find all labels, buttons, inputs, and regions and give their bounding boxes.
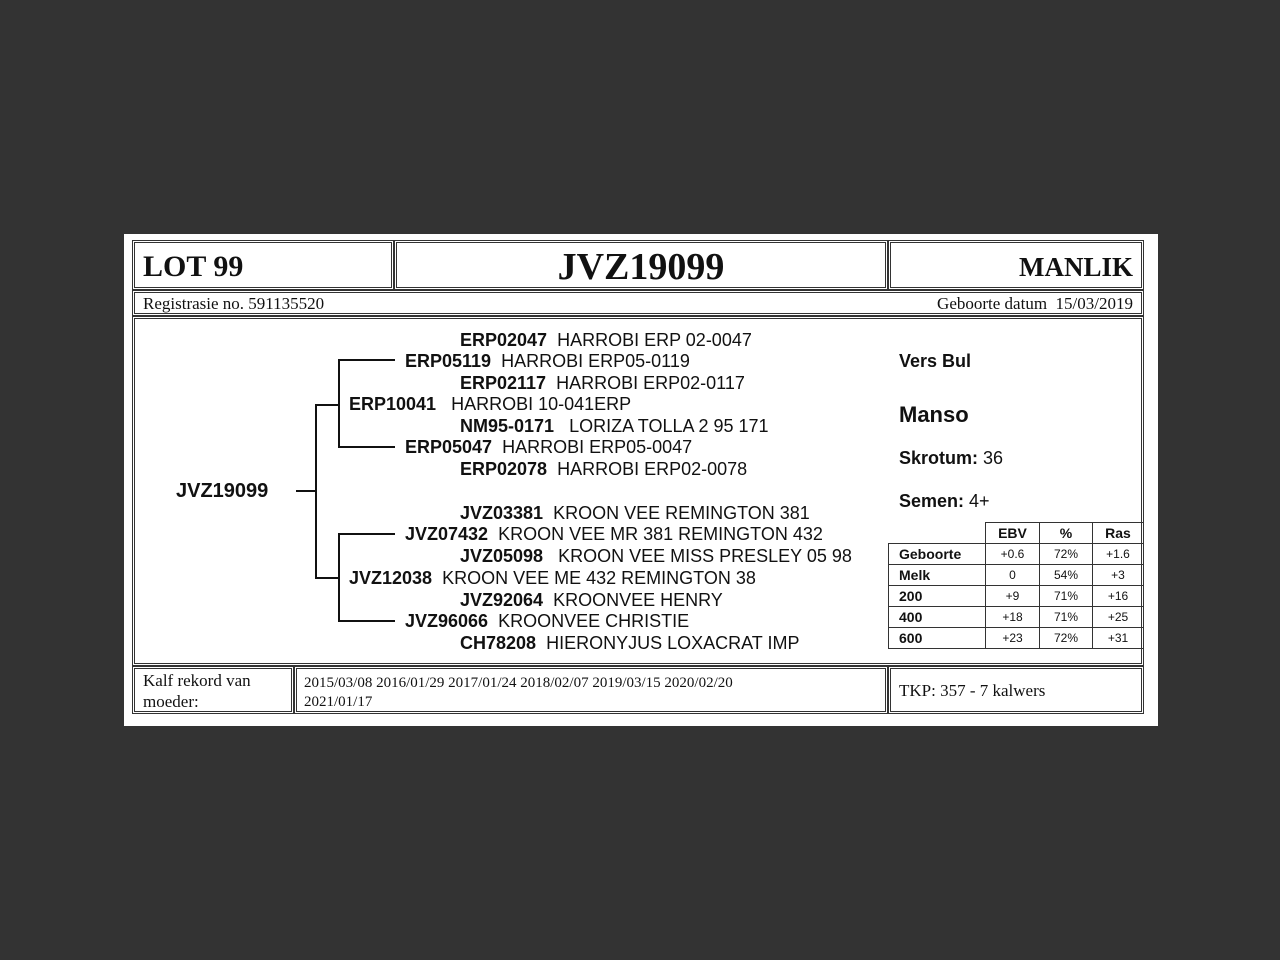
pedigree-entry-name: KROONVEE CHRISTIE	[498, 611, 690, 631]
calf-record-dates-line2: 2021/01/17	[304, 694, 373, 710]
pedigree-entry-name: HARROBI 10-041ERP	[451, 394, 632, 414]
pedigree-entry-id: ERP02047	[460, 330, 548, 350]
ebv-value: +23	[986, 628, 1040, 649]
birth-date-value: 15/03/2019	[1055, 294, 1133, 313]
pedigree-entry-name: KROON VEE MISS PRESLEY 05 98	[558, 546, 852, 566]
pedigree-entry-id: ERP02078	[460, 459, 548, 479]
pedigree-entry-id: JVZ92064	[460, 590, 544, 610]
pedigree-line	[315, 404, 339, 406]
calf-record-label-line2: moeder:	[143, 692, 199, 711]
ebv-row	[889, 607, 1144, 628]
pedigree-entry-id: ERP05119	[405, 351, 492, 371]
pedigree-entry-name: HARROBI ERP05-0047	[502, 437, 693, 457]
skrotum-label: Skrotum:	[899, 448, 979, 468]
pedigree-entry-id: ERP02117	[460, 373, 547, 393]
ebv-header-row	[889, 523, 1144, 544]
lot-box	[132, 240, 394, 290]
sex-box	[888, 240, 1144, 290]
ebv-accuracy: 72%	[1040, 544, 1093, 565]
lot-card	[124, 234, 1158, 726]
pedigree-entry-id: NM95-0171	[460, 416, 555, 436]
ebv-row-label: 200	[889, 586, 986, 607]
ebv-accuracy: 54%	[1040, 565, 1093, 586]
pedigree-entry	[405, 611, 689, 631]
pedigree-entry-name: LORIZA TOLLA 2 95 171	[569, 416, 769, 436]
pedigree-entry	[349, 394, 631, 414]
birth-date-label: Geboorte datum	[937, 294, 1048, 313]
sex-label: MANLIK	[1019, 252, 1133, 282]
pedigree-entry	[460, 546, 852, 566]
manso-label: Manso	[899, 402, 969, 427]
pedigree-entry-name: KROON VEE MR 381 REMINGTON 432	[498, 524, 823, 544]
ebv-header-cell: Ras	[1093, 523, 1144, 544]
pedigree-entry-id: ERP05047	[405, 437, 493, 457]
ebv-accuracy: 71%	[1040, 586, 1093, 607]
pedigree-entry-id: ERP10041	[349, 394, 437, 414]
pedigree-entry-name: KROON VEE REMINGTON 381	[553, 503, 810, 523]
ebv-breed-average: +25	[1093, 607, 1144, 628]
calf-record-dates-box	[294, 666, 888, 714]
animal-id-box	[394, 240, 888, 290]
pedigree-subject: JVZ19099	[176, 480, 269, 502]
ebv-accuracy: 71%	[1040, 607, 1093, 628]
ebv-row-label: 600	[889, 628, 986, 649]
pedigree-line	[338, 359, 395, 361]
vers-bul-label: Vers Bul	[899, 351, 972, 371]
animal-id-title: JVZ19099	[557, 246, 725, 288]
pedigree-line	[315, 404, 317, 579]
semen-info	[899, 491, 990, 511]
pedigree-entry	[405, 437, 692, 457]
tkp-text: TKP: 357 - 7 kalwers	[899, 681, 1046, 700]
ebv-accuracy: 72%	[1040, 628, 1093, 649]
tkp-box	[888, 666, 1144, 714]
pedigree-line	[338, 620, 395, 622]
pedigree-entry-id: JVZ12038	[349, 568, 433, 588]
pedigree-entry	[460, 373, 745, 393]
ebv-row-label: Geboorte	[889, 544, 986, 565]
ebv-breed-average: +16	[1093, 586, 1144, 607]
pedigree-line	[338, 533, 395, 535]
ebv-row-label: Melk	[889, 565, 986, 586]
pedigree-entry	[349, 568, 756, 588]
pedigree-entry	[460, 459, 747, 479]
pedigree-entry	[460, 416, 769, 436]
ebv-value: +9	[986, 586, 1040, 607]
skrotum-info	[899, 448, 1003, 468]
pedigree-entry-name: HIERONYJUS LOXACRAT IMP	[546, 633, 800, 653]
pedigree-entry-name: HARROBI ERP02-0117	[556, 373, 745, 393]
registration-label	[143, 294, 324, 314]
pedigree-line	[338, 359, 340, 448]
ebv-row-label: 400	[889, 607, 986, 628]
registration-number: 591135520	[248, 294, 325, 313]
ebv-value: +18	[986, 607, 1040, 628]
pedigree-entry-name: HARROBI ERP05-0119	[501, 351, 690, 371]
pedigree-entry	[460, 330, 752, 350]
pedigree-entry-id: CH78208	[460, 633, 537, 653]
pedigree-entry-id: JVZ07432	[405, 524, 489, 544]
ebv-value: 0	[986, 565, 1040, 586]
pedigree-line	[296, 490, 316, 492]
registration-label-text: Registrasie no.	[143, 294, 245, 313]
pedigree-entry	[460, 503, 810, 523]
ebv-header-cell: %	[1040, 523, 1093, 544]
pedigree-entry-id: JVZ03381	[460, 503, 544, 523]
pedigree-entry-name: HARROBI ERP02-0078	[557, 459, 748, 479]
ebv-row	[889, 544, 1144, 565]
ebv-header-cell: EBV	[986, 523, 1040, 544]
ebv-breed-average: +31	[1093, 628, 1144, 649]
pedigree-entry-name: HARROBI ERP 02-0047	[557, 330, 752, 350]
lot-number: LOT 99	[143, 250, 244, 283]
pedigree-entry-name: KROON VEE ME 432 REMINGTON 38	[442, 568, 756, 588]
pedigree-entry	[460, 633, 799, 653]
pedigree-entry-id: JVZ96066	[405, 611, 489, 631]
pedigree-entry-name: KROONVEE HENRY	[553, 590, 723, 610]
ebv-value: +0.6	[986, 544, 1040, 565]
ebv-breed-average: +1.6	[1093, 544, 1144, 565]
calf-record-dates-line1: 2015/03/08 2016/01/29 2017/01/24 2018/02/07 2019/03/15 2020/02/20	[304, 675, 733, 691]
pedigree-entry	[460, 590, 723, 610]
ebv-header-blank	[889, 523, 986, 544]
skrotum-value: 36	[983, 448, 1004, 468]
semen-label: Semen:	[899, 491, 965, 511]
pedigree-entry	[405, 351, 690, 371]
ebv-table	[888, 522, 1144, 649]
pedigree-entry	[405, 524, 823, 544]
ebv-breed-average: +3	[1093, 565, 1144, 586]
ebv-row	[889, 628, 1144, 649]
calf-record-label-line1: Kalf rekord van	[143, 671, 251, 690]
ebv-row	[889, 586, 1144, 607]
birth-date	[937, 294, 1133, 314]
semen-value: 4+	[969, 491, 990, 511]
pedigree-line	[338, 533, 340, 622]
pedigree-entry-id: JVZ05098	[460, 546, 544, 566]
pedigree-line	[315, 577, 339, 579]
registration-row	[132, 290, 1144, 316]
calf-record-label-box	[132, 666, 294, 714]
pedigree-line	[338, 446, 395, 448]
ebv-row	[889, 565, 1144, 586]
